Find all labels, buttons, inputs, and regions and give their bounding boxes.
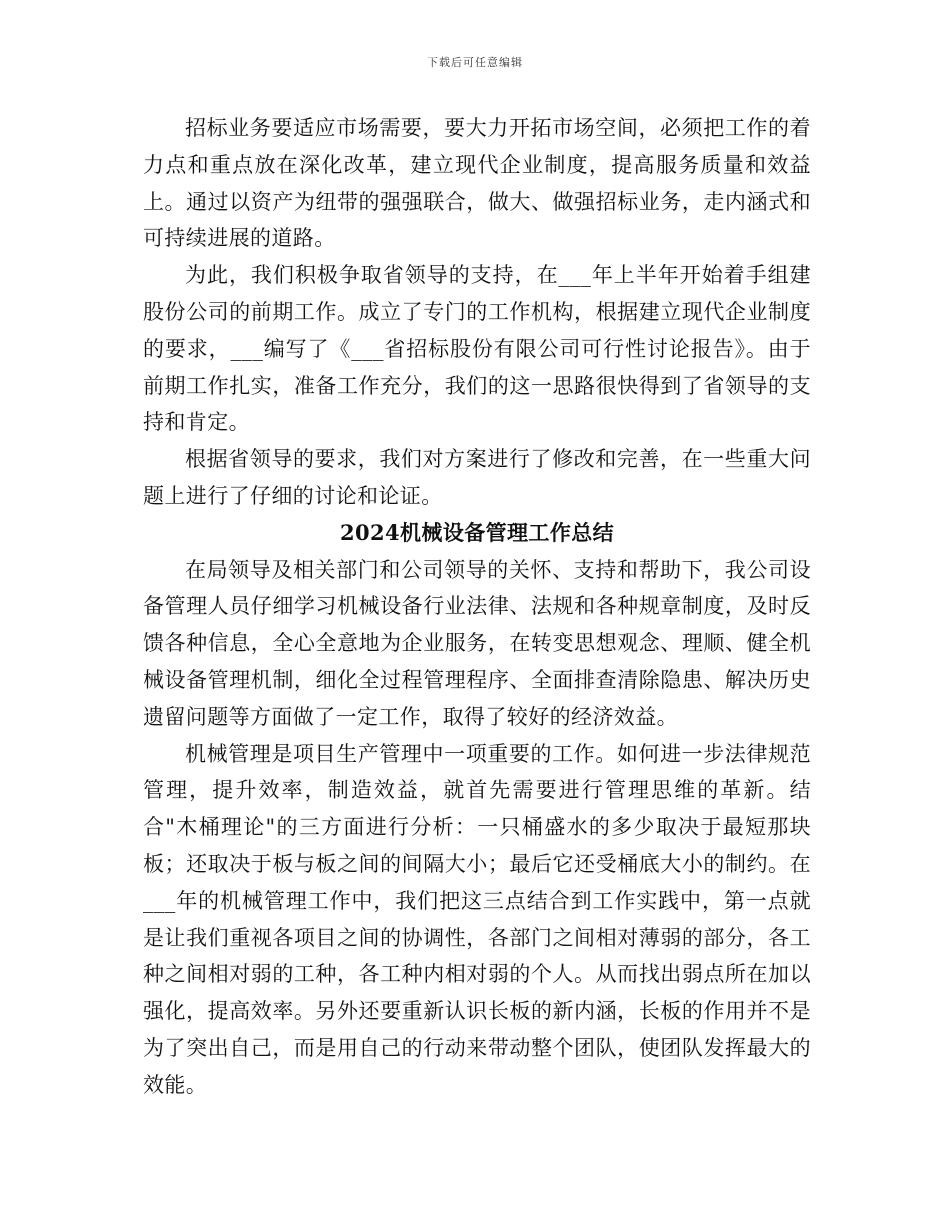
document-body xyxy=(143,110,811,1104)
section-title: 2024机械设备管理工作总结 xyxy=(339,519,615,545)
paragraph: 招标业务要适应市场需要，要大力开拓市场空间，必须把工作的着力点和重点放在深化改革，建立现代企业制度，提高服务质量和效益上。通过以资产为纽带的强强联合，做大、做强招标业务，走内涵式和可持续进展的道路。 xyxy=(143,116,811,251)
paragraph: 机械管理是项目生产管理中一项重要的工作。如何进一步法律规范管理，提升效率，制造效益，就首先需要进行管理思维的革新。结合"木桶理论"的三方面进行分析：一只桶盛水的多少取决于最短那块板；还取决于板与板之间的间隔大小；最后它还受桶底大小的制约。在___年的机械管理工作中，我们把这三点结合到工作实践中，第一点就是让我们重视各项目之间的协调性，各部门之间相对薄弱的部分，各工种之间相对弱的工种，各工种内相对弱的个人。从而找出弱点所在加以强化，提高效率。另外还要重新认识长板的新内涵，长板的作用并不是为了突出自己，而是用自己的行动来带动整个团队，使团队发挥最大的效能。 xyxy=(143,741,811,1097)
paragraph: 为此，我们积极争取省领导的支持，在___年上半年开始着手组建股份公司的前期工作。成立了专门的工作机构，根据建立现代企业制度的要求，___编写了《___省招标股份有限公司可行性讨论报告》。由于前期工作扎实，准备工作充分，我们的这一思路很快得到了省领导的支持和肯定。 xyxy=(143,263,811,435)
paragraph: 在局领导及相关部门和公司领导的关怀、支持和帮助下，我公司设备管理人员仔细学习机械设备行业法律、法规和各种规章制度，及时反馈各种信息，全心全意地为企业服务，在转变思想观念、理顺、健全机械设备管理机制，细化全过程管理程序、全面排查清除隐患、解决历史遗留问题等方面做了一定工作，取得了较好的经济效益。 xyxy=(143,557,811,729)
paragraph: 根据省领导的要求，我们对方案进行了修改和完善，在一些重大问题上进行了仔细的讨论和论证。 xyxy=(143,447,811,508)
page-header: 下载后可任意编辑 xyxy=(427,56,523,69)
